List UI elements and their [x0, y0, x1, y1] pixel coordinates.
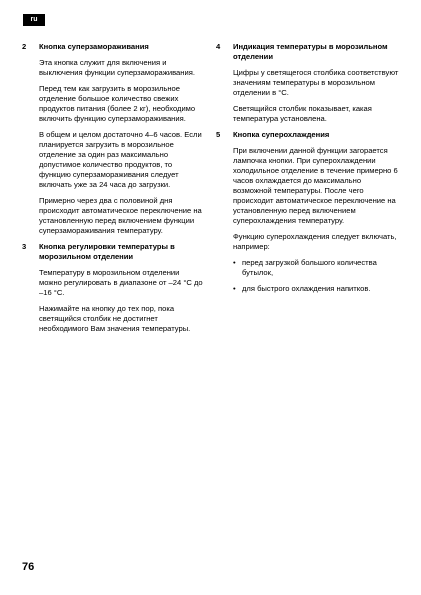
list-item-text: перед загрузкой большого количества бутылок,: [242, 258, 377, 277]
section-freezer-temp-display: [216, 42, 399, 124]
section-supercool-button: [216, 130, 399, 294]
section-heading: Кнопка суперзамораживания: [39, 42, 149, 51]
paragraph: Светящийся столбик показывает, какая температура установлена.: [233, 104, 372, 123]
section-number: 3: [22, 242, 27, 251]
section-number: 2: [22, 42, 27, 51]
page-number: 76: [22, 561, 35, 573]
right-column: [216, 42, 399, 300]
bullet-list: [233, 258, 399, 294]
paragraph: Нажимайте на кнопку до тех пор, пока светящийся столбик не достигнет необходимого Вам значения температуры.: [39, 304, 191, 333]
section-heading: Индикация температуры в морозильном отделении: [233, 42, 388, 61]
paragraph: При включении данной функции загорается лампочка кнопки. При суперохлаждении холодильное отделение в течение примерно 6 часов охлаждается до максимально возможной температуры. После чего происходит автоматическое переключение на установленную перед включением суперохлаждения температуру.: [233, 146, 398, 225]
bullet-icon: •: [233, 284, 236, 293]
paragraph: Температуру в морозильном отделении можно регулировать в диапазоне от –24 °C до –16 °C.: [39, 268, 203, 297]
paragraph: Цифры у светящегося столбика соответствуют значениям температуры в морозильном отделении в °C.: [233, 68, 399, 97]
list-item: [233, 258, 399, 278]
bullet-icon: •: [233, 258, 236, 267]
paragraph: В общем и целом достаточно 4–6 часов. Если планируется загрузить в морозильное отделение за один раз максимально допустимое количество продуктов, то функцию суперзамораживания следует включать уже за 24 часа до загрузки.: [39, 130, 202, 189]
section-number: 4: [216, 42, 221, 51]
section-superfreeze-button: [22, 42, 204, 236]
section-heading: Кнопка регулировки температуры в морозильном отделении: [39, 242, 175, 261]
language-badge: ru: [23, 14, 45, 26]
list-item-text: для быстрого охлаждения напитков.: [242, 284, 371, 293]
paragraph: Перед тем как загрузить в морозильное отделение большое количество свежих продуктов питания (более 2 кг), необходимо включить функцию суперзамораживания.: [39, 84, 196, 123]
section-freezer-temp-button: [22, 242, 204, 334]
left-column: [22, 42, 204, 340]
section-number: 5: [216, 130, 221, 139]
paragraph: Эта кнопка служит для включения и выключения функции суперзамораживания.: [39, 58, 195, 77]
list-item: [233, 284, 399, 294]
paragraph: Примерно через два с половиной дня происходит автоматическое переключение на установленную перед включением функции суперзамораживания температуру.: [39, 196, 202, 235]
paragraph: Функцию суперохлаждения следует включать, например:: [233, 232, 397, 251]
section-heading: Кнопка суперохлаждения: [233, 130, 330, 139]
